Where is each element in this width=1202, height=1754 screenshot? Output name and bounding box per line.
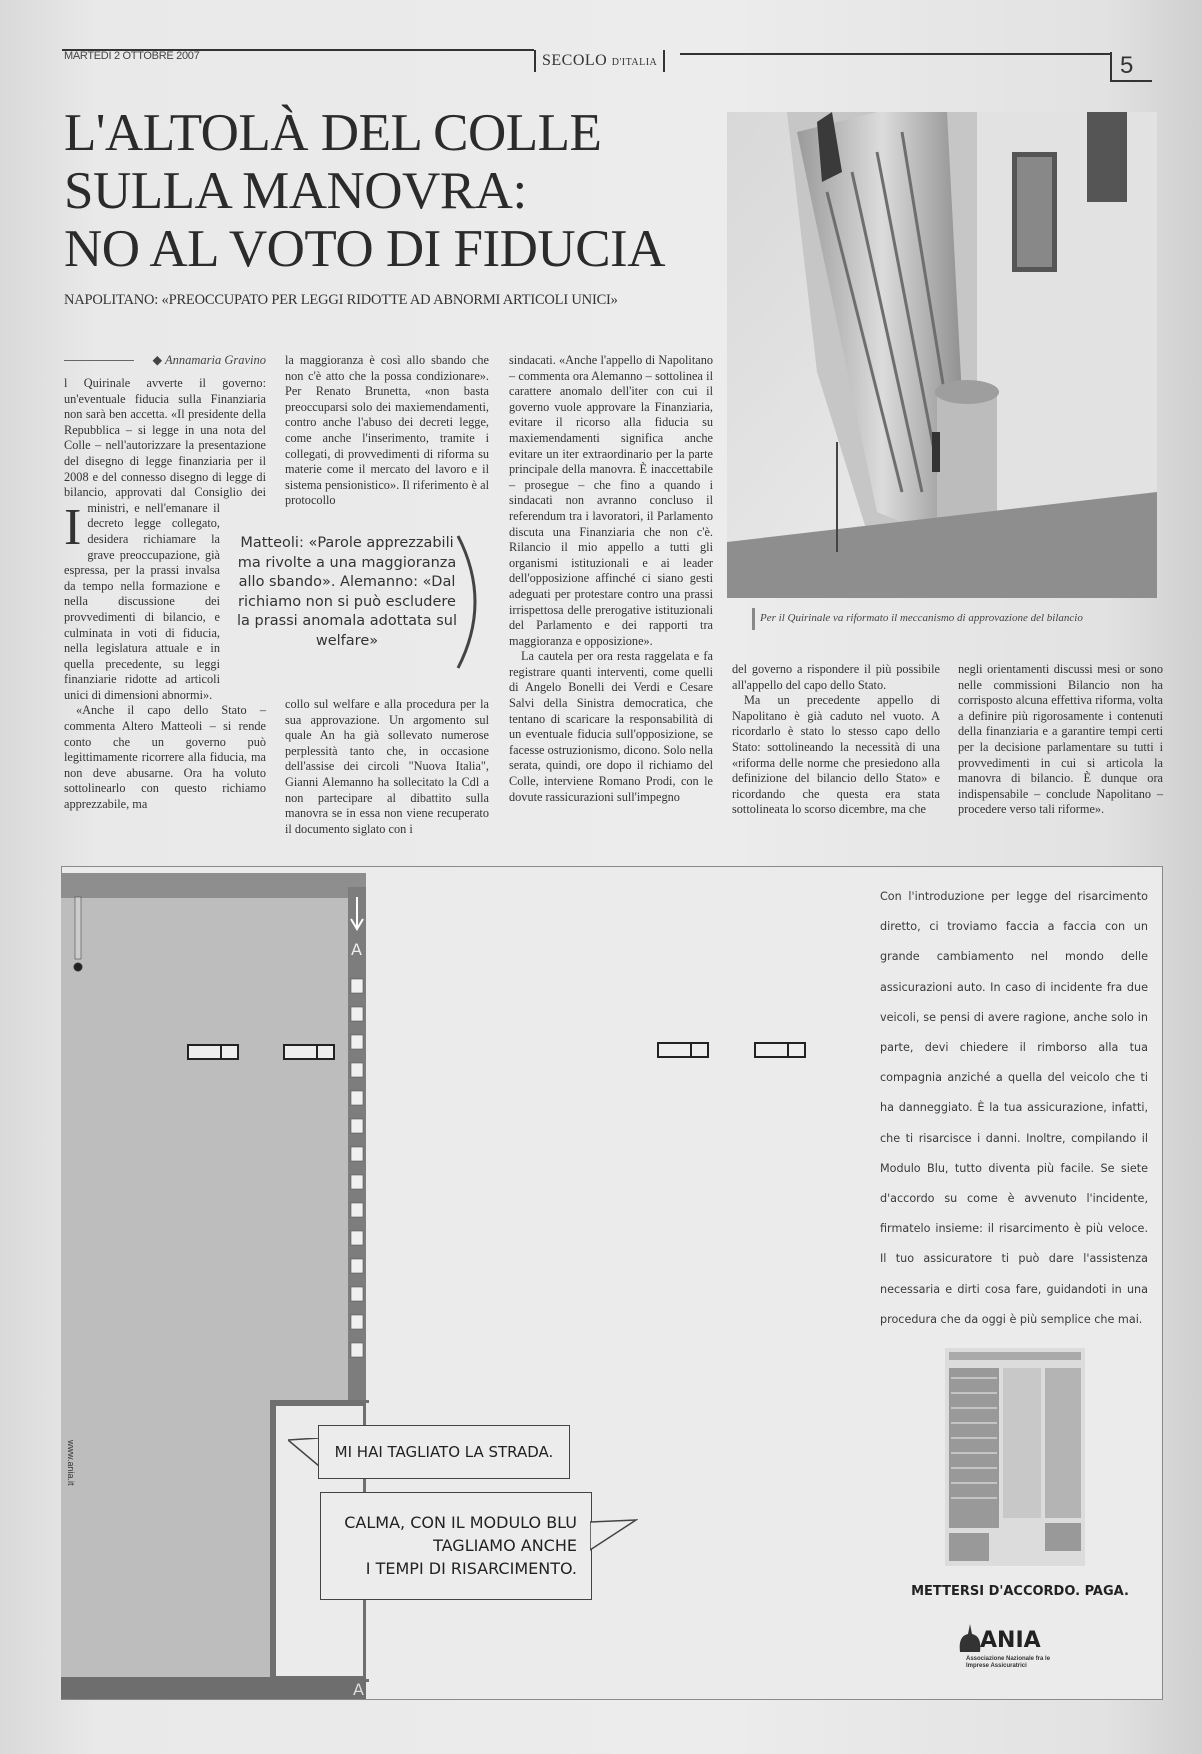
paragraph: l Quirinale avverte il governo: un'eventuale fiducia sulla Finanziaria non sarà ben accetta. «Il presidente della Repubblica – si legge in una nota del Colle – nell'autorizzare la presentazione del disegno di legge finanziaria per il 2008 e del connesso disegno di legge di bilancio, approvati dal Consiglio dei ministri, e nell'emanare il decreto legge collegato, desidera richiamare la grave preoccupazione, già espressa, per la prassi invalsa da tempo nella formazione e nella discussione dei provvedimenti di bilancio, e culminata in voti di fiducia, nella legislatura attuale e in quella precedente, su leggi finanziarie ridotte ad articoli unici di dimensioni abnormi». [64,376,266,702]
paragraph: La cautela per ora resta raggelata e fa registrare quanti interventi, come quelli di Angelo Bonelli dei Verdi e Cesare Salvi della Sinistra democratica, che tentano di scaricare la responsabilità di un eventuale fiducia sull'opposizione, se facesse ostruzionismo, dicono. Solo nella serata, quindi, ore dopo il richiamo del Colle, interviene Romano Prodi, con le dovute rassicurazioni sull'impegno [509,649,713,804]
article-column-2-top [285,353,489,509]
photo-caption: Per il Quirinale va riformato il meccanismo di approvazione del bilancio [760,612,1083,624]
headline [64,104,724,278]
masthead-name: SECOLO [542,52,608,69]
page-number: 5 [1110,52,1152,82]
bubble-tail-right [590,1518,638,1552]
svg-text:A: A [351,940,362,959]
drop-cap: I [64,499,82,556]
bubble-tail-left [288,1438,320,1468]
masthead-small: D'ITALIA [611,57,658,68]
byline-author: Annamaria Gravino [164,353,266,367]
paragraph: Ma un precedente appello di Napolitano è già caduto nel vuoto. A ricordarlo è stato lo stesso capo dello Stato: sottolineando la necessità di una «riforma delle norme che presiedono alla definizione del bilancio dello Stato» e ricordando che questa era stata sottolineata lo scorso dicembre, ma che [732,693,940,817]
masthead [534,50,665,72]
header-rule-right [680,53,1110,55]
article-column-2-bottom [285,697,489,837]
ad-url[interactable]: www.ania.it [66,1440,76,1486]
svg-text:A: A [353,1680,364,1699]
speech-bubble-2 [320,1492,592,1600]
bubble-line: CALMA, CON IL MODULO BLU [344,1513,577,1532]
paragraph: collo sul welfare e alla procedura per la sua approvazione. Un argomento sul quale An ha già sollevato numerose perplessità tanto che, in occasione dell'assise dei circoli "Nuova Italia", Gianni Alemanno ha sollecitato la Cdl a non partecipare al dibattito sulla manovra se in essa non viene recuperato il documento siglato con i [285,697,489,836]
article-column-3 [509,353,713,805]
bubble-line: TAGLIAMO ANCHE [433,1536,577,1555]
article-column-4 [732,662,940,818]
byline: ◆ Annamaria Gravino [152,353,266,367]
issue-date: MARTEDÌ 2 OTTOBRE 2007 [64,50,200,62]
paragraph: la maggioranza è così allo sbando che non c'è atto che la possa condizionare». Per Renato Brunetta, «non basta preoccuparsi solo dei maxiemendamenti, contro anche l'abuso dei decreti legge, come anche l'inserimento, tramite i collegati, di provvedimenti di riforma su materie come il mercato del lavoro e il sistema pensionistico». Il riferimento è al protocollo [285,353,489,508]
subheadline: NAPOLITANO: «PREOCCUPATO PER LEGGI RIDOTTE AD ABNORMI ARTICOLI UNICI» [64,292,618,308]
ania-brand-subtitle: Associazione Nazionale fra le Imprese Assicuratrici [966,1656,1051,1669]
speech-bubble-1: MI HAI TAGLIATO LA STRADA. [318,1425,570,1479]
paragraph: del governo a rispondere il più possibile all'appello del capo dello Stato. [732,662,940,692]
paragraph: «Anche il capo dello Stato – commenta Altero Matteoli – si rende conto che un governo può legittimamente ricorrere alla fiducia, ma non deve abusarne. Ora ha voluto sottolinearlo con questo richiamo apprezzabile, ma [64,703,266,812]
quirinale-photo [727,112,1157,598]
paragraph: negli orientamenti discussi mesi or sono nelle commissioni Bilancio non ha corrisposto alcuna effettiva riforma, volta a definire più rigorosamente i contenuti della finanziaria e a garantire tempi certi per la decisione parlamentare su tutti i provvedimenti in cui si articola la manovra di bilancio. È dunque ora indispensabile – conclude Napolitano – procedere verso tali riforme». [958,662,1163,817]
caption-bar [752,608,755,630]
ania-brand: ANIA [980,1628,1041,1653]
headline-line: SULLA MANOVRA: [64,162,527,220]
pull-quote: Matteoli: «Parole apprezzabili ma rivolte a una maggioranza allo sbando». Alemanno: «Dal richiamo non si può escludere la prassi anomala adottata sul welfare» [237,535,457,649]
article-column-5 [958,662,1163,818]
modulo-blu-form-image [945,1348,1085,1566]
ad-body-copy: Con l'introduzione per legge del risarcimento diretto, ci troviamo faccia a faccia con un grande cambiamento nel mondo delle assicurazioni auto. In caso di incidente fra due veicoli, se pensi di avere ragione, anche solo in parte, devi chiedere il rimborso alla tua compagnia anziché a quella del veicolo che ti ha danneggiato. È la tua assicurazione, infatti, che ti risarcisce i danni. Inoltre, compilando il Modulo Blu, tutto diventa più facile. Se siete d'accordo su come è avvenuto l'incidente, firmatelo insieme: il risarcimento è più veloce. Il tuo assicuratore ti può dare l'assistenza necessaria e dirti cosa fare, guidandoti in una procedura che da oggi è più semplice che mai. [880,890,1148,1326]
ania-logo-icon [958,1624,982,1654]
pull-quote-bracket [452,532,492,672]
headline-line: L'ALTOLÀ DEL COLLE [64,104,602,162]
ad-tagline: METTERSI D'ACCORDO. PAGA. [911,1584,1129,1599]
headline-line: NO AL VOTO DI FIDUCIA [64,220,665,278]
paragraph: sindacati. «Anche l'appello di Napolitano – commenta ora Alemanno – sottolinea il carattere anomalo dell'iter con cui il governo vuole approvare la Finanziaria, evitare il ricorso alla fiducia su maxiemendamenti significa anche evitare un iter extraordinario per la parte principale della manovra. È inaccettabile – prosegue – che fino a quando i sindacati non avranno concluso il referendum tra i lavoratori, il Parlamento discuta una Finanziaria che non c'è. Rilancio il mio appello a tutti gli organismi istituzionali e ai leader dell'opposizione affinché ci siano gesti adeguati per protestare contro una prassi irrispettosa delle prerogative istituzionali del Parlamento e dei rapporti tra maggioranza e opposizione». [509,353,713,648]
bubble-line: I TEMPI DI RISARCIMENTO. [365,1559,577,1578]
